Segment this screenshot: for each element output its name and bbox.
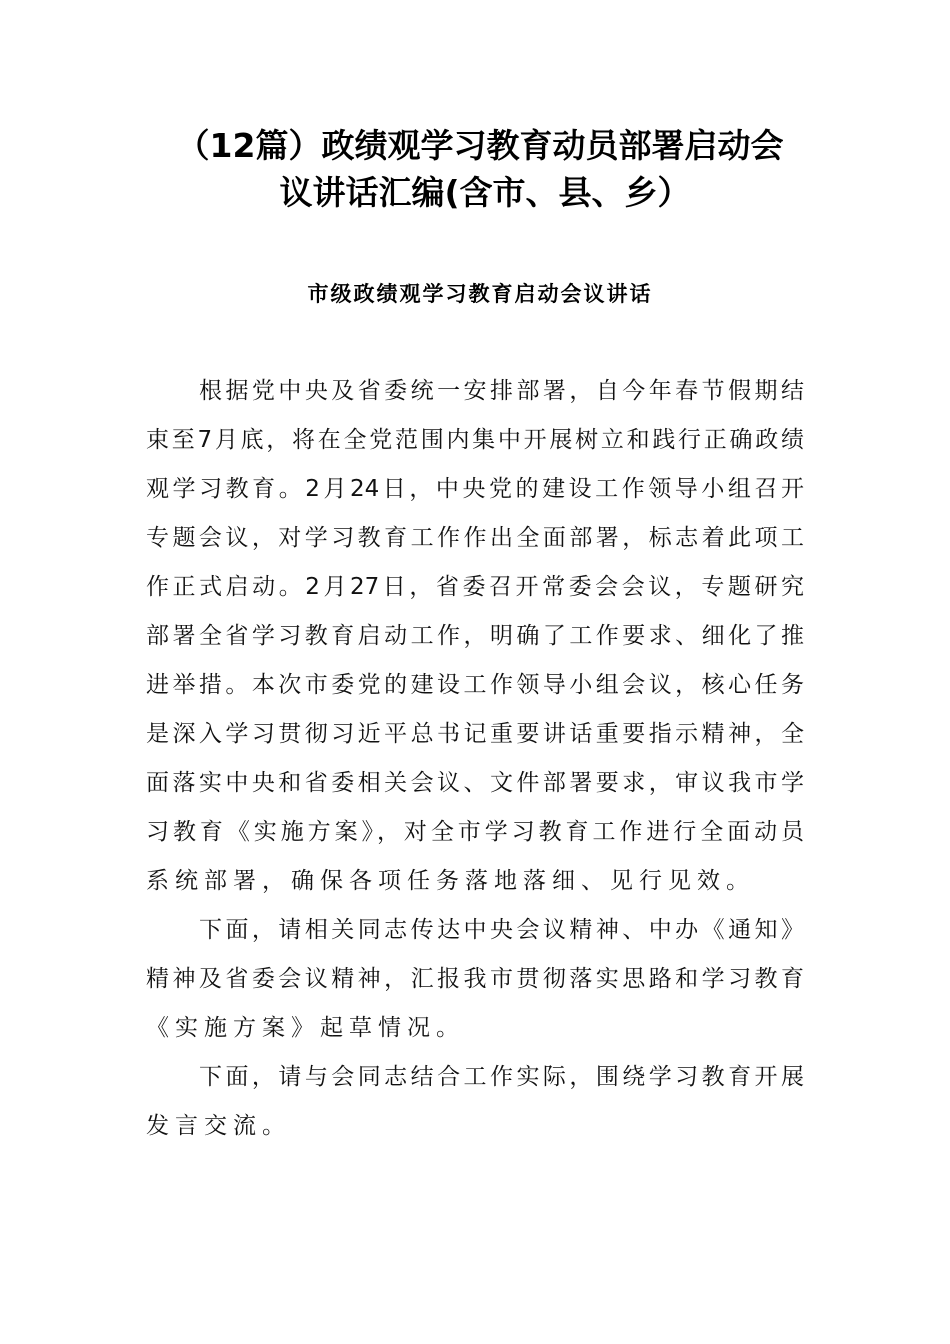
paragraph-line: 进举措。本次市委党的建设工作领导小组会议，核心任务 — [146, 672, 804, 698]
paragraph-line: 束至7月底，将在全党范围内集中开展树立和践行正确政绩 — [146, 427, 804, 453]
paragraph-line: 观学习教育。2月24日，中央党的建设工作领导小组召开 — [146, 476, 804, 502]
section-subtitle: 市级政绩观学习教育启动会议讲话 — [307, 282, 653, 306]
paragraph-line: 下面，请相关同志传达中央会议精神、中办《通知》 — [199, 917, 804, 943]
paragraph-line: 根据党中央及省委统一安排部署，自今年春节假期结 — [199, 378, 804, 404]
paragraph-line: 专题会议，对学习教育工作作出全面部署，标志着此项工 — [146, 525, 804, 551]
paragraph-line: 是深入学习贯彻习近平总书记重要讲话重要指示精神，全 — [146, 721, 804, 747]
paragraph-line: 习教育《实施方案》，对全市学习教育工作进行全面动员 — [146, 819, 804, 845]
document-title-line-2: 议讲话汇编(含市、县、乡） — [279, 173, 691, 212]
paragraph-line: 作正式启动。2月27日，省委召开常委会会议，专题研究 — [146, 574, 804, 600]
paragraph-line: 《实施方案》起草情况。 — [146, 1015, 465, 1041]
paragraph-line: 发言交流。 — [146, 1113, 291, 1139]
paragraph-line: 系统部署，确保各项任务落地落细、见行见效。 — [146, 868, 755, 894]
paragraph-line: 下面，请与会同志结合工作实际，围绕学习教育开展 — [199, 1064, 804, 1090]
paragraph-line: 精神及省委会议精神，汇报我市贯彻落实思路和学习教育 — [146, 966, 804, 992]
paragraph-line: 面落实中央和省委相关会议、文件部署要求，审议我市学 — [146, 770, 804, 796]
paragraph-line: 部署全省学习教育启动工作，明确了工作要求、细化了推 — [146, 623, 804, 649]
document-title-line-1: （12篇）政绩观学习教育动员部署启动会 — [176, 126, 784, 165]
